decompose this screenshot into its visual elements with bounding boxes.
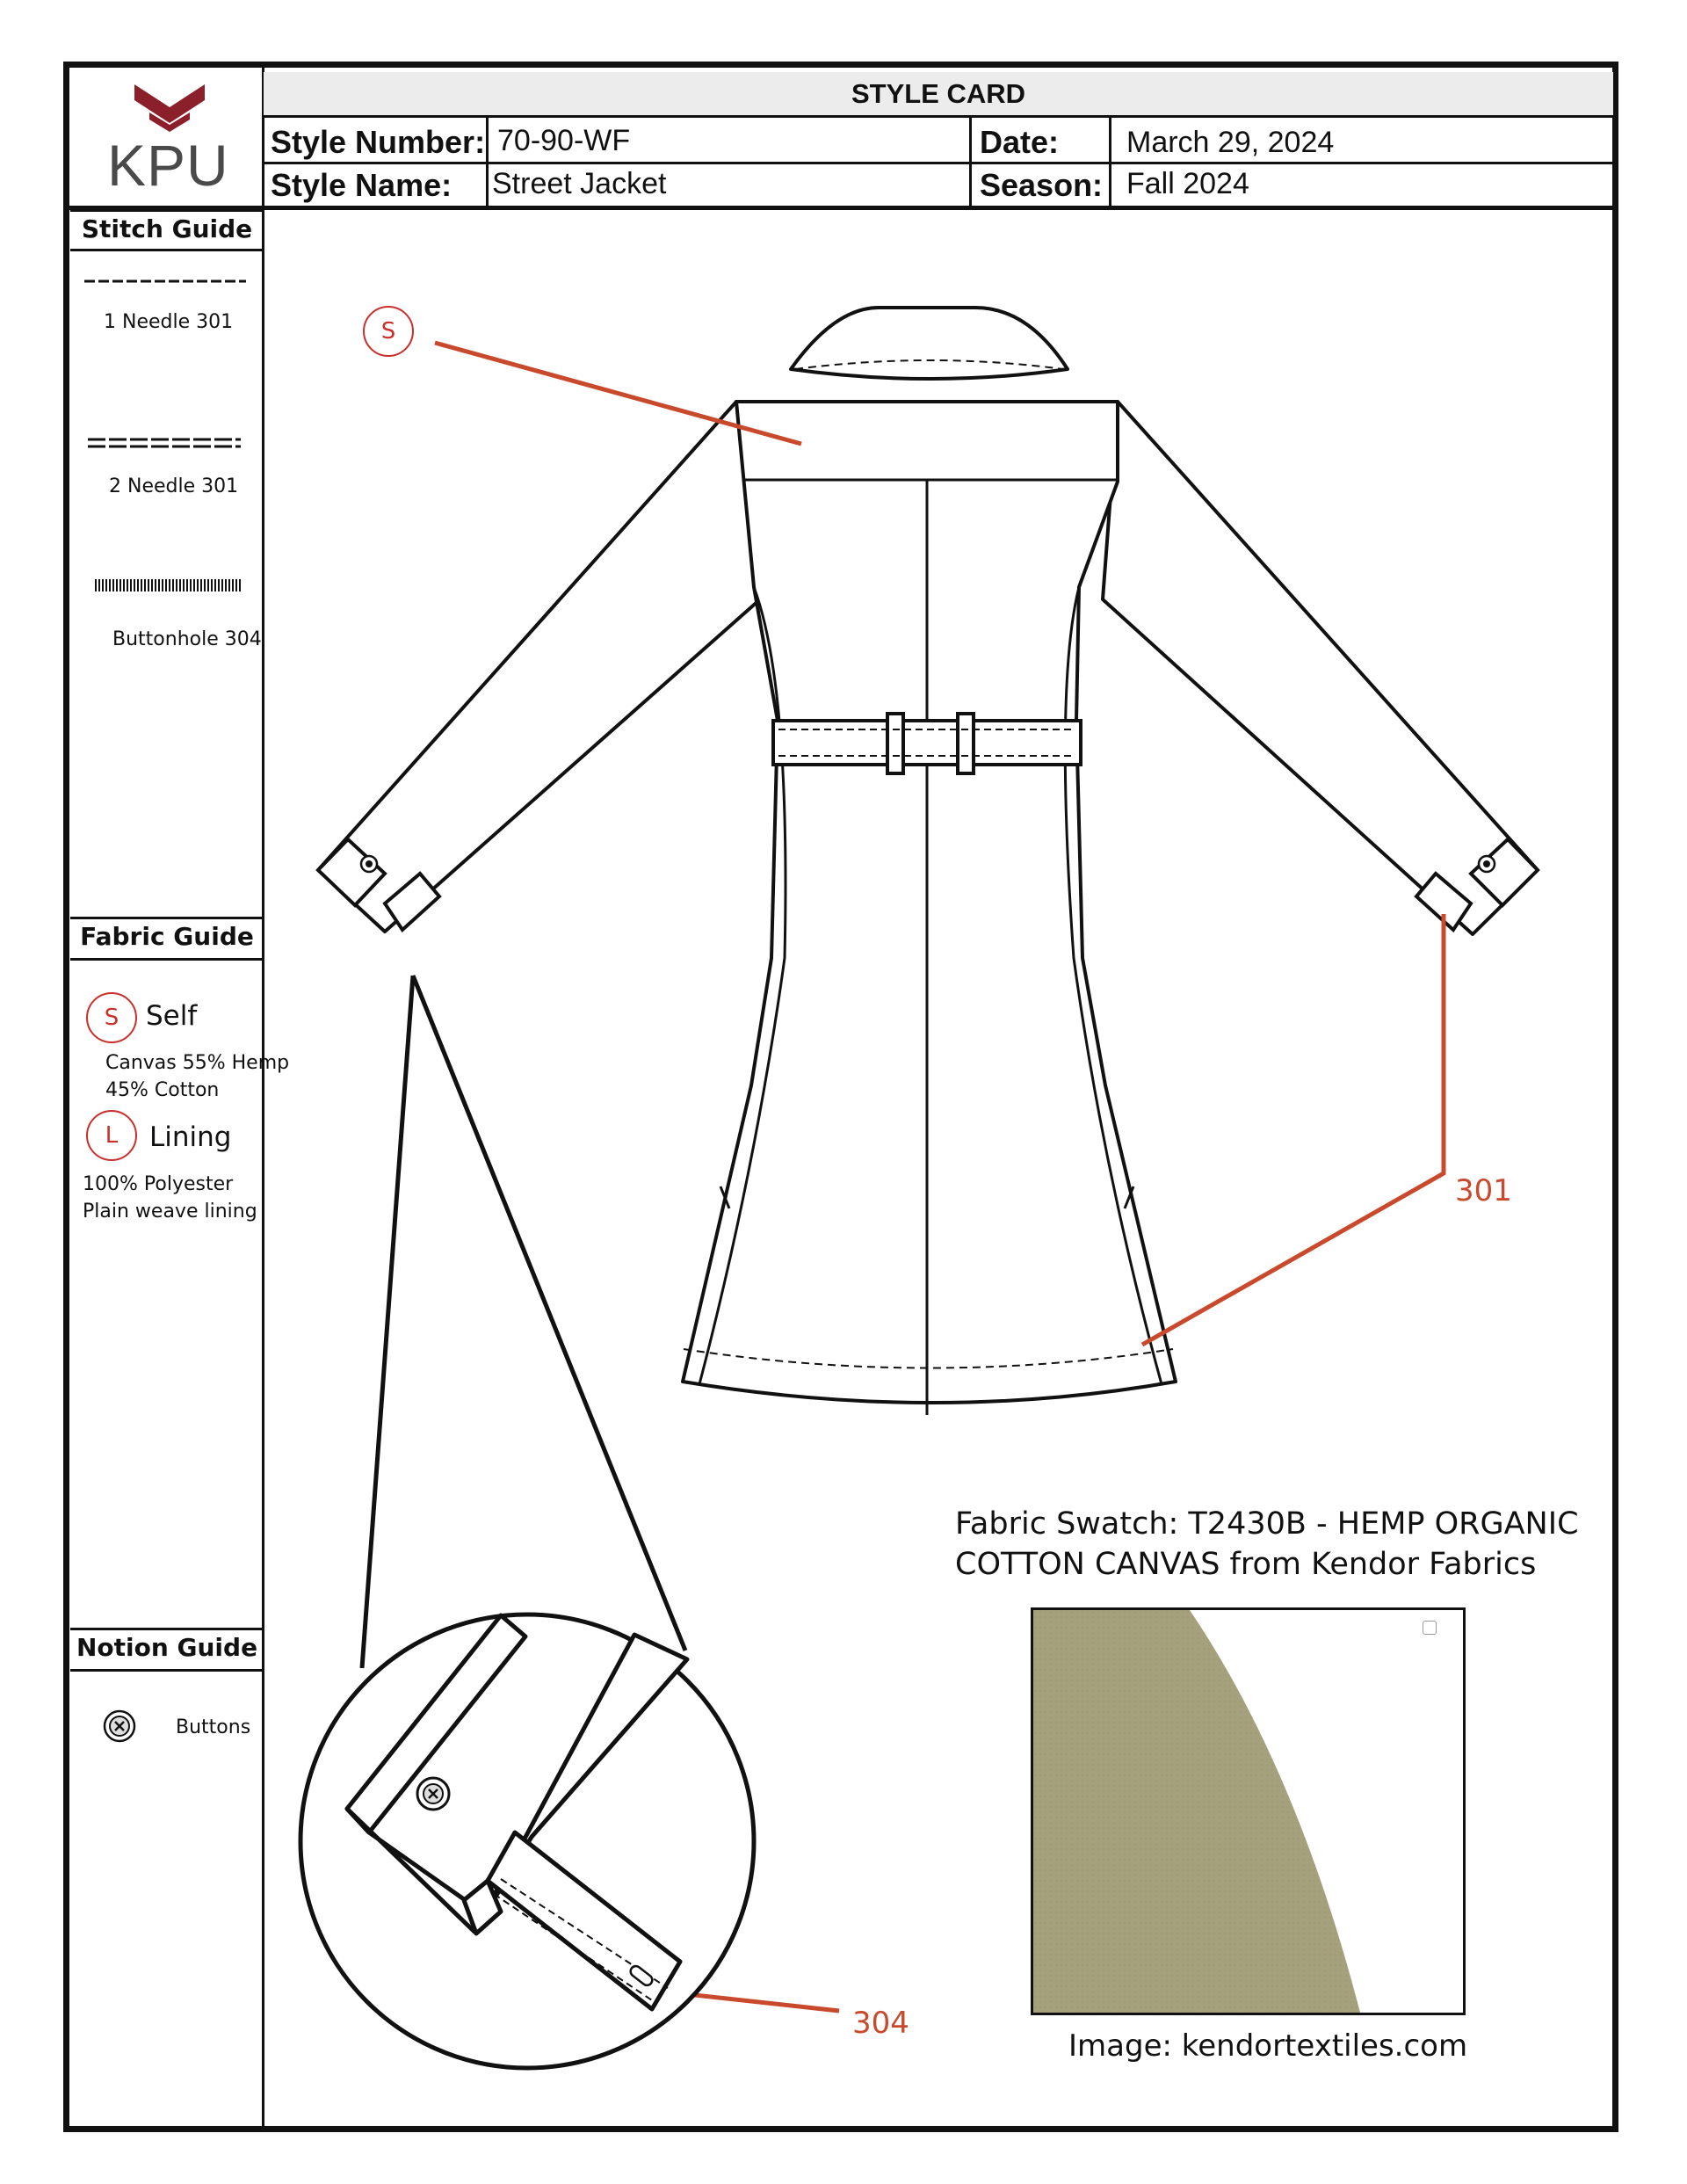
logo-text: KPU bbox=[107, 133, 229, 198]
stitch-guide-heading: Stitch Guide bbox=[81, 214, 253, 243]
header-col-divider-2 bbox=[969, 118, 972, 207]
style-name-label: Style Name: bbox=[271, 167, 453, 203]
stitch-item-1-label: 1 Needle 301 bbox=[104, 311, 234, 333]
date-label: Date: bbox=[980, 124, 1060, 160]
stitch-304-callout: 304 bbox=[852, 2006, 909, 2041]
style-number-label: Style Number: bbox=[271, 124, 486, 160]
notion-guide-heading: Notion Guide bbox=[76, 1633, 258, 1662]
single-needle-stitch-icon bbox=[83, 278, 248, 285]
header-bottom-rule bbox=[67, 206, 1615, 210]
self-callout-icon: S bbox=[363, 306, 414, 357]
lining-fabric-desc-2: Plain weave lining bbox=[83, 1201, 257, 1223]
button-icon bbox=[102, 1709, 137, 1744]
style-number-value: 70-90-WF bbox=[497, 124, 631, 157]
expand-icon[interactable] bbox=[1423, 1621, 1437, 1635]
fabric-guide-heading: Fabric Guide bbox=[80, 922, 254, 951]
header-row-divider bbox=[264, 162, 1613, 164]
notion-item-label: Buttons bbox=[176, 1716, 251, 1738]
notion-guide-top-rule bbox=[70, 1628, 262, 1630]
fabric-guide-bottom-rule bbox=[70, 958, 262, 961]
logo-chevron-icon bbox=[104, 81, 235, 134]
fabric-swatch-image bbox=[1031, 1607, 1466, 2015]
stitch-301-callout: 301 bbox=[1455, 1173, 1512, 1208]
stitch-guide-top-rule bbox=[70, 209, 262, 212]
self-fabric-desc-2: 45% Cotton bbox=[105, 1079, 220, 1101]
notion-guide-bottom-rule bbox=[70, 1669, 262, 1672]
season-label: Season: bbox=[980, 167, 1104, 203]
fabric-swatch-fill bbox=[1033, 1610, 1463, 2013]
swatch-caption-line-1: Fabric Swatch: T2430B - HEMP ORGANIC bbox=[955, 1506, 1579, 1542]
lining-fabric-code-icon: L bbox=[86, 1110, 137, 1161]
double-needle-stitch-icon bbox=[86, 435, 243, 454]
date-value: March 29, 2024 bbox=[1126, 126, 1335, 159]
cuff-detail-zoom bbox=[264, 967, 791, 2127]
self-fabric-desc-1: Canvas 55% Hemp bbox=[105, 1052, 290, 1074]
swatch-caption-line-2: COTTON CANVAS from Kendor Fabrics bbox=[955, 1547, 1537, 1582]
buttonhole-stitch-icon bbox=[93, 578, 244, 592]
lining-fabric-label: Lining bbox=[149, 1121, 232, 1153]
header-col-divider-3 bbox=[1109, 118, 1111, 207]
stitch-item-3-label: Buttonhole 304 bbox=[112, 628, 262, 650]
season-value: Fall 2024 bbox=[1126, 167, 1249, 200]
lining-fabric-desc-1: 100% Polyester bbox=[83, 1173, 234, 1195]
stitch-item-2-label: 2 Needle 301 bbox=[109, 475, 239, 497]
page-title: STYLE CARD bbox=[264, 72, 1613, 118]
self-fabric-label: Self bbox=[146, 1000, 198, 1032]
swatch-image-credit: Image: kendortextiles.com bbox=[1068, 2028, 1468, 2064]
stitch-guide-bottom-rule bbox=[70, 249, 262, 251]
self-fabric-code-icon: S bbox=[86, 992, 137, 1043]
fabric-guide-top-rule bbox=[70, 917, 262, 919]
kpu-logo bbox=[104, 81, 235, 198]
header-col-divider-1 bbox=[486, 118, 489, 207]
style-name-value: Street Jacket bbox=[492, 167, 667, 200]
